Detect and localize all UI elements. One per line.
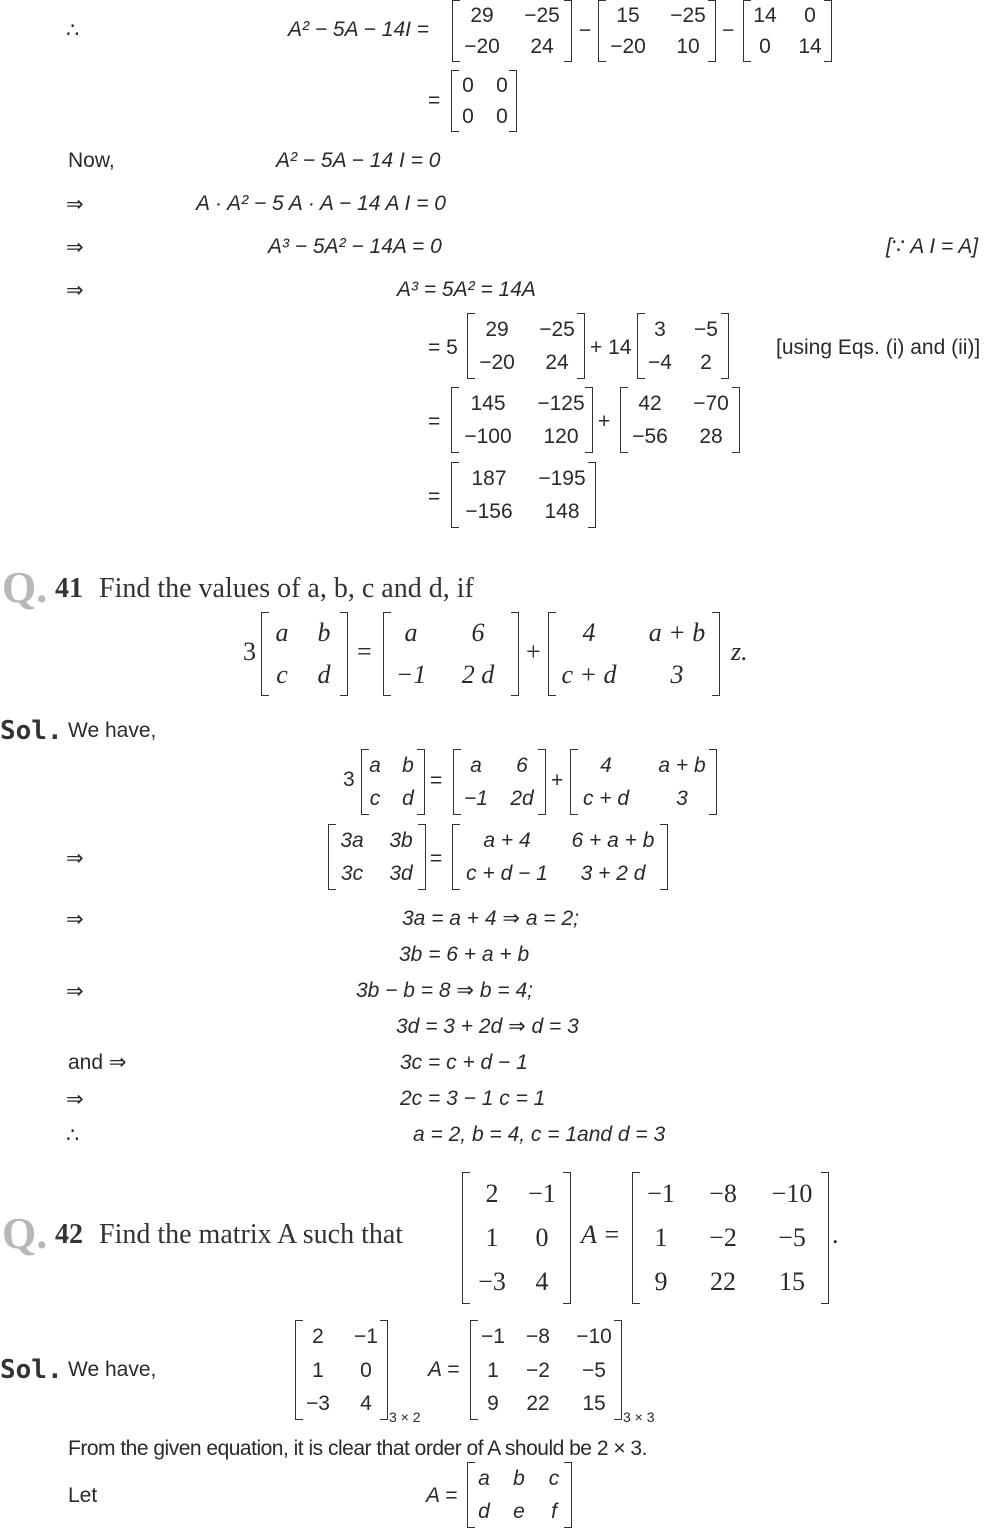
line-b: A³ − 5A² − 14A = 0 <box>268 235 442 258</box>
question-marker: Q. <box>2 563 48 612</box>
question-text: Find the values of a, b, c and d, if <box>99 573 474 604</box>
right-bracket <box>660 824 668 890</box>
left-bracket <box>452 0 460 62</box>
equals-sign: = <box>430 769 443 792</box>
matrix-cell: −3 <box>478 1267 506 1296</box>
left-bracket <box>470 1320 478 1420</box>
left-bracket <box>637 313 645 379</box>
therefore-symbol: ∴ <box>66 19 80 42</box>
matrix-cell: 0 <box>360 1358 372 1382</box>
matrix-cell: a + b <box>648 618 706 647</box>
step-line-5: 3c = c + d − 1 <box>400 1051 528 1074</box>
matrix-cell: 15 <box>582 1391 606 1415</box>
implies-symbol: ⇒ <box>66 279 84 302</box>
right-bracket <box>821 1172 829 1304</box>
left-bracket <box>453 749 461 815</box>
matrix-cell: −25 <box>524 4 560 27</box>
matrix-cell: c + d <box>561 660 617 689</box>
matrix-cell: a + b <box>658 754 706 777</box>
and-implies-text: and ⇒ <box>68 1051 127 1074</box>
solution-label: Sol. <box>0 716 63 746</box>
scalar-three: 3 <box>243 637 256 666</box>
left-bracket <box>452 824 460 890</box>
line-now: A² − 5A − 14 I = 0 <box>276 149 441 172</box>
q41-matrix-3 <box>548 612 720 696</box>
q41-matrix-2 <box>383 612 519 696</box>
right-bracket <box>709 749 717 815</box>
matrix-cell: 24 <box>545 351 569 374</box>
right-bracket <box>564 1462 572 1528</box>
matrix-cell: 2 <box>312 1325 324 1349</box>
matrix-cell: −25 <box>539 318 575 341</box>
matrix-cell: −1 <box>528 1179 556 1208</box>
therefore-symbol: ∴ <box>66 1124 80 1147</box>
right-bracket <box>340 612 348 696</box>
left-bracket <box>620 387 628 453</box>
matrix-cell: −2 <box>709 1223 737 1252</box>
equals-five: = 5 <box>428 336 458 359</box>
matrix-cell: 14 <box>798 35 822 58</box>
minus-sign: − <box>722 19 735 42</box>
implies-symbol: ⇒ <box>66 236 84 259</box>
matrix-cell: 9 <box>654 1267 668 1296</box>
matrix-cell: −20 <box>464 35 500 58</box>
because-note: [∵ A I = A] <box>886 235 979 258</box>
equals-sign: = <box>430 847 443 870</box>
matrix-cell: −3 <box>306 1391 330 1415</box>
q42-matrix-1 <box>462 1172 571 1304</box>
period: . <box>832 1220 839 1249</box>
eq3-matrix-1 <box>467 313 585 379</box>
matrix-cell: 3c <box>340 862 364 885</box>
matrix-cell: −25 <box>670 4 706 27</box>
matrix-cell: 2d <box>510 787 534 810</box>
matrix-cell: 145 <box>470 392 506 415</box>
matrix-cell: −2 <box>526 1358 550 1382</box>
matrix-cell: c <box>276 660 288 689</box>
matrix-cell: 0 <box>804 4 816 27</box>
right-bracket <box>563 1172 571 1304</box>
matrix-cell: 6 + a + b <box>571 829 655 852</box>
right-bracket <box>577 313 585 379</box>
matrix-cell: 3 <box>670 660 684 689</box>
matrix-cell: −1 <box>464 787 488 810</box>
matrix-cell: a <box>369 754 381 777</box>
plus-sign: + <box>598 410 611 433</box>
line-a: A · A² − 5 A · A − 14 A I = 0 <box>196 192 446 215</box>
left-bracket <box>295 1320 303 1420</box>
matrix-cell: 3 <box>676 787 688 810</box>
q42-middle: A = <box>581 1220 621 1249</box>
matrix-cell: c + d <box>582 787 630 810</box>
matrix-cell: 3 <box>654 318 666 341</box>
matrix-cell: 2 d <box>461 660 495 689</box>
we-have-text: We have, <box>68 719 157 742</box>
eq5-matrix <box>451 462 596 528</box>
matrix-cell: 29 <box>485 318 509 341</box>
matrix-cell: 1 <box>485 1223 499 1252</box>
right-bracket <box>824 0 832 62</box>
matrix-cell: 148 <box>544 500 580 523</box>
matrix-cell: 6 <box>471 618 485 647</box>
let-lhs: A = <box>426 1484 458 1507</box>
matrix-cell: 3a <box>340 829 364 852</box>
scalar-three: 3 <box>343 768 355 791</box>
eq1-matrix-2 <box>598 0 716 62</box>
s42-middle: A = <box>428 1358 460 1381</box>
s42-matrix-1 <box>295 1320 388 1420</box>
right-bracket <box>614 1320 622 1420</box>
q41-matrix-1 <box>261 612 348 696</box>
matrix-cell: 14 <box>753 4 777 27</box>
matrix-cell: 4 <box>535 1267 549 1296</box>
matrix-cell: −56 <box>632 425 668 448</box>
equals-sign: = <box>428 89 441 112</box>
right-bracket <box>511 612 519 696</box>
left-bracket <box>451 70 459 132</box>
matrix-cell: 0 <box>462 74 474 97</box>
left-bracket <box>261 612 269 696</box>
q42-matrix-2 <box>632 1172 829 1304</box>
matrix-cell: −1 <box>647 1179 675 1208</box>
matrix-cell: −5 <box>694 318 718 341</box>
matrix-cell: −10 <box>771 1179 813 1208</box>
matrix-cell: 15 <box>616 4 640 27</box>
equals-sign: = <box>428 485 441 508</box>
matrix-cell: 1 <box>487 1358 499 1382</box>
matrix-cell: −1 <box>354 1325 378 1349</box>
matrix-cell: 10 <box>676 35 700 58</box>
final-answer: a = 2, b = 4, c = 1and d = 3 <box>413 1123 666 1146</box>
matrix-cell: −4 <box>648 351 672 374</box>
matrix-cell: 29 <box>470 4 494 27</box>
matrix-cell: d <box>402 787 414 810</box>
matrix-cell: 0 <box>462 105 474 128</box>
matrix-cell: 42 <box>638 392 662 415</box>
solution-label: Sol. <box>0 1355 63 1385</box>
matrix-cell: a <box>470 754 482 777</box>
right-bracket <box>538 749 546 815</box>
plus-fourteen: + 14 <box>590 336 632 359</box>
matrix-cell: −1 <box>395 660 427 689</box>
matrix-cell: −156 <box>465 500 513 523</box>
matrix-cell: 1 <box>312 1358 324 1382</box>
matrix-cell: 4 <box>582 618 596 647</box>
matrix-cell: a + 4 <box>483 829 531 852</box>
matrix-cell: −100 <box>464 425 512 448</box>
matrix-cell: 4 <box>600 754 612 777</box>
right-bracket <box>588 462 596 528</box>
matrix-cell: 187 <box>471 467 507 490</box>
s41-matrix-5 <box>452 824 668 890</box>
right-bracket <box>712 612 720 696</box>
order-subscript-2: 3 × 3 <box>623 1409 655 1425</box>
matrix-cell: −195 <box>538 467 586 490</box>
matrix-cell: e <box>513 1500 525 1523</box>
matrix-cell: c <box>548 1467 560 1490</box>
right-bracket <box>564 0 572 62</box>
matrix-cell: 2 <box>485 1179 499 1208</box>
we-have-text: We have, <box>68 1358 157 1381</box>
matrix-cell: 28 <box>699 425 723 448</box>
right-bracket <box>708 0 716 62</box>
eq3-matrix-2 <box>637 313 729 379</box>
s41-matrix-1 <box>361 749 425 815</box>
right-bracket <box>585 387 593 453</box>
implies-symbol: ⇒ <box>66 193 84 216</box>
left-bracket <box>451 387 459 453</box>
left-bracket <box>383 612 391 696</box>
matrix-cell: −20 <box>479 351 515 374</box>
matrix-cell: d <box>478 1500 490 1523</box>
left-bracket <box>462 1172 470 1304</box>
eq2-zero-matrix <box>451 70 517 132</box>
matrix-cell: −70 <box>693 392 729 415</box>
step-line-6: 2c = 3 − 1 c = 1 <box>400 1087 546 1110</box>
plus-sign: + <box>526 637 541 666</box>
matrix-cell: a <box>404 618 418 647</box>
matrix-cell: a <box>275 618 289 647</box>
matrix-cell: 15 <box>779 1267 805 1296</box>
matrix-cell: 120 <box>543 425 579 448</box>
let-label: Let <box>68 1484 98 1507</box>
matrix-cell: 3 + 2 d <box>580 862 646 885</box>
order-subscript-1: 3 × 2 <box>389 1409 421 1425</box>
question-marker: Q. <box>2 1209 48 1258</box>
eq1-matrix-3 <box>743 0 832 62</box>
matrix-cell: −5 <box>582 1358 606 1382</box>
matrix-cell: −8 <box>526 1325 550 1349</box>
right-bracket <box>732 387 740 453</box>
question-number: 42 <box>55 1219 83 1250</box>
left-bracket <box>361 749 369 815</box>
s41-matrix-2 <box>453 749 546 815</box>
step-line-4: 3d = 3 + 2d ⇒ d = 3 <box>396 1015 579 1038</box>
right-bracket <box>509 70 517 132</box>
matrix-cell: 3d <box>389 862 413 885</box>
matrix-cell: −10 <box>576 1325 612 1349</box>
implies-symbol: ⇒ <box>66 980 84 1003</box>
matrix-cell: 22 <box>526 1391 550 1415</box>
using-note: [using Eqs. (i) and (ii)] <box>776 336 981 359</box>
eq1-matrix-1 <box>452 0 572 62</box>
step-line-3: 3b − b = 8 ⇒ b = 4; <box>356 979 533 1002</box>
equals-sign: = <box>357 637 372 666</box>
line-c: A³ = 5A² = 14A <box>397 278 536 301</box>
left-bracket <box>632 1172 640 1304</box>
s42-matrix-2 <box>470 1320 622 1420</box>
matrix-cell: 3b <box>389 829 413 852</box>
matrix-cell: 0 <box>496 74 508 97</box>
matrix-cell: 9 <box>487 1391 499 1415</box>
left-bracket <box>598 0 606 62</box>
matrix-cell: b <box>317 618 331 647</box>
s41-matrix-4 <box>328 824 426 890</box>
left-bracket <box>328 824 336 890</box>
plus-sign: + <box>551 769 564 792</box>
now-label: Now, <box>68 149 115 172</box>
matrix-cell: 2 <box>700 351 712 374</box>
step-line-2: 3b = 6 + a + b <box>399 943 530 966</box>
right-bracket <box>418 824 426 890</box>
step-line-1: 3a = a + 4 ⇒ a = 2; <box>402 907 579 930</box>
matrix-cell: f <box>551 1500 557 1523</box>
question-number: 41 <box>55 573 83 604</box>
implies-symbol: ⇒ <box>66 847 84 870</box>
matrix-cell: a <box>478 1467 490 1490</box>
matrix-cell: 24 <box>530 35 554 58</box>
left-bracket <box>467 1462 475 1528</box>
implies-symbol: ⇒ <box>66 908 84 931</box>
eq4-matrix-2 <box>620 387 740 453</box>
matrix-cell: c <box>369 787 381 810</box>
matrix-cell: c + d − 1 <box>466 862 548 885</box>
question-tail: z. <box>731 637 748 666</box>
matrix-cell: −125 <box>537 392 585 415</box>
let-matrix <box>467 1462 572 1528</box>
matrix-cell: −20 <box>610 35 646 58</box>
matrix-cell: −5 <box>778 1223 806 1252</box>
left-bracket <box>467 313 475 379</box>
left-bracket <box>548 612 556 696</box>
left-bracket <box>451 462 459 528</box>
matrix-cell: −1 <box>481 1325 505 1349</box>
matrix-cell: 6 <box>516 754 528 777</box>
right-bracket <box>721 313 729 379</box>
left-bracket <box>743 0 751 62</box>
matrix-cell: 0 <box>496 105 508 128</box>
matrix-cell: 0 <box>759 35 771 58</box>
matrix-cell: −8 <box>709 1179 737 1208</box>
right-bracket <box>417 749 425 815</box>
minus-sign: − <box>579 19 592 42</box>
eq1-lhs: A² − 5A − 14I = <box>288 18 430 41</box>
right-bracket <box>380 1320 388 1420</box>
implies-symbol: ⇒ <box>66 1088 84 1111</box>
matrix-cell: b <box>402 754 414 777</box>
matrix-cell: 1 <box>654 1223 668 1252</box>
left-bracket <box>570 749 578 815</box>
matrix-cell: 0 <box>535 1223 549 1252</box>
matrix-cell: 4 <box>360 1391 372 1415</box>
order-explanation: From the given equation, it is clear that order of A should be 2 × 3. <box>68 1437 647 1460</box>
matrix-cell: d <box>317 660 331 689</box>
s41-matrix-3 <box>570 749 717 815</box>
matrix-cell: 22 <box>710 1267 736 1296</box>
eq4-matrix-1 <box>451 387 593 453</box>
question-text: Find the matrix A such that <box>99 1219 404 1250</box>
matrix-cell: b <box>513 1467 525 1490</box>
equals-sign: = <box>428 410 441 433</box>
